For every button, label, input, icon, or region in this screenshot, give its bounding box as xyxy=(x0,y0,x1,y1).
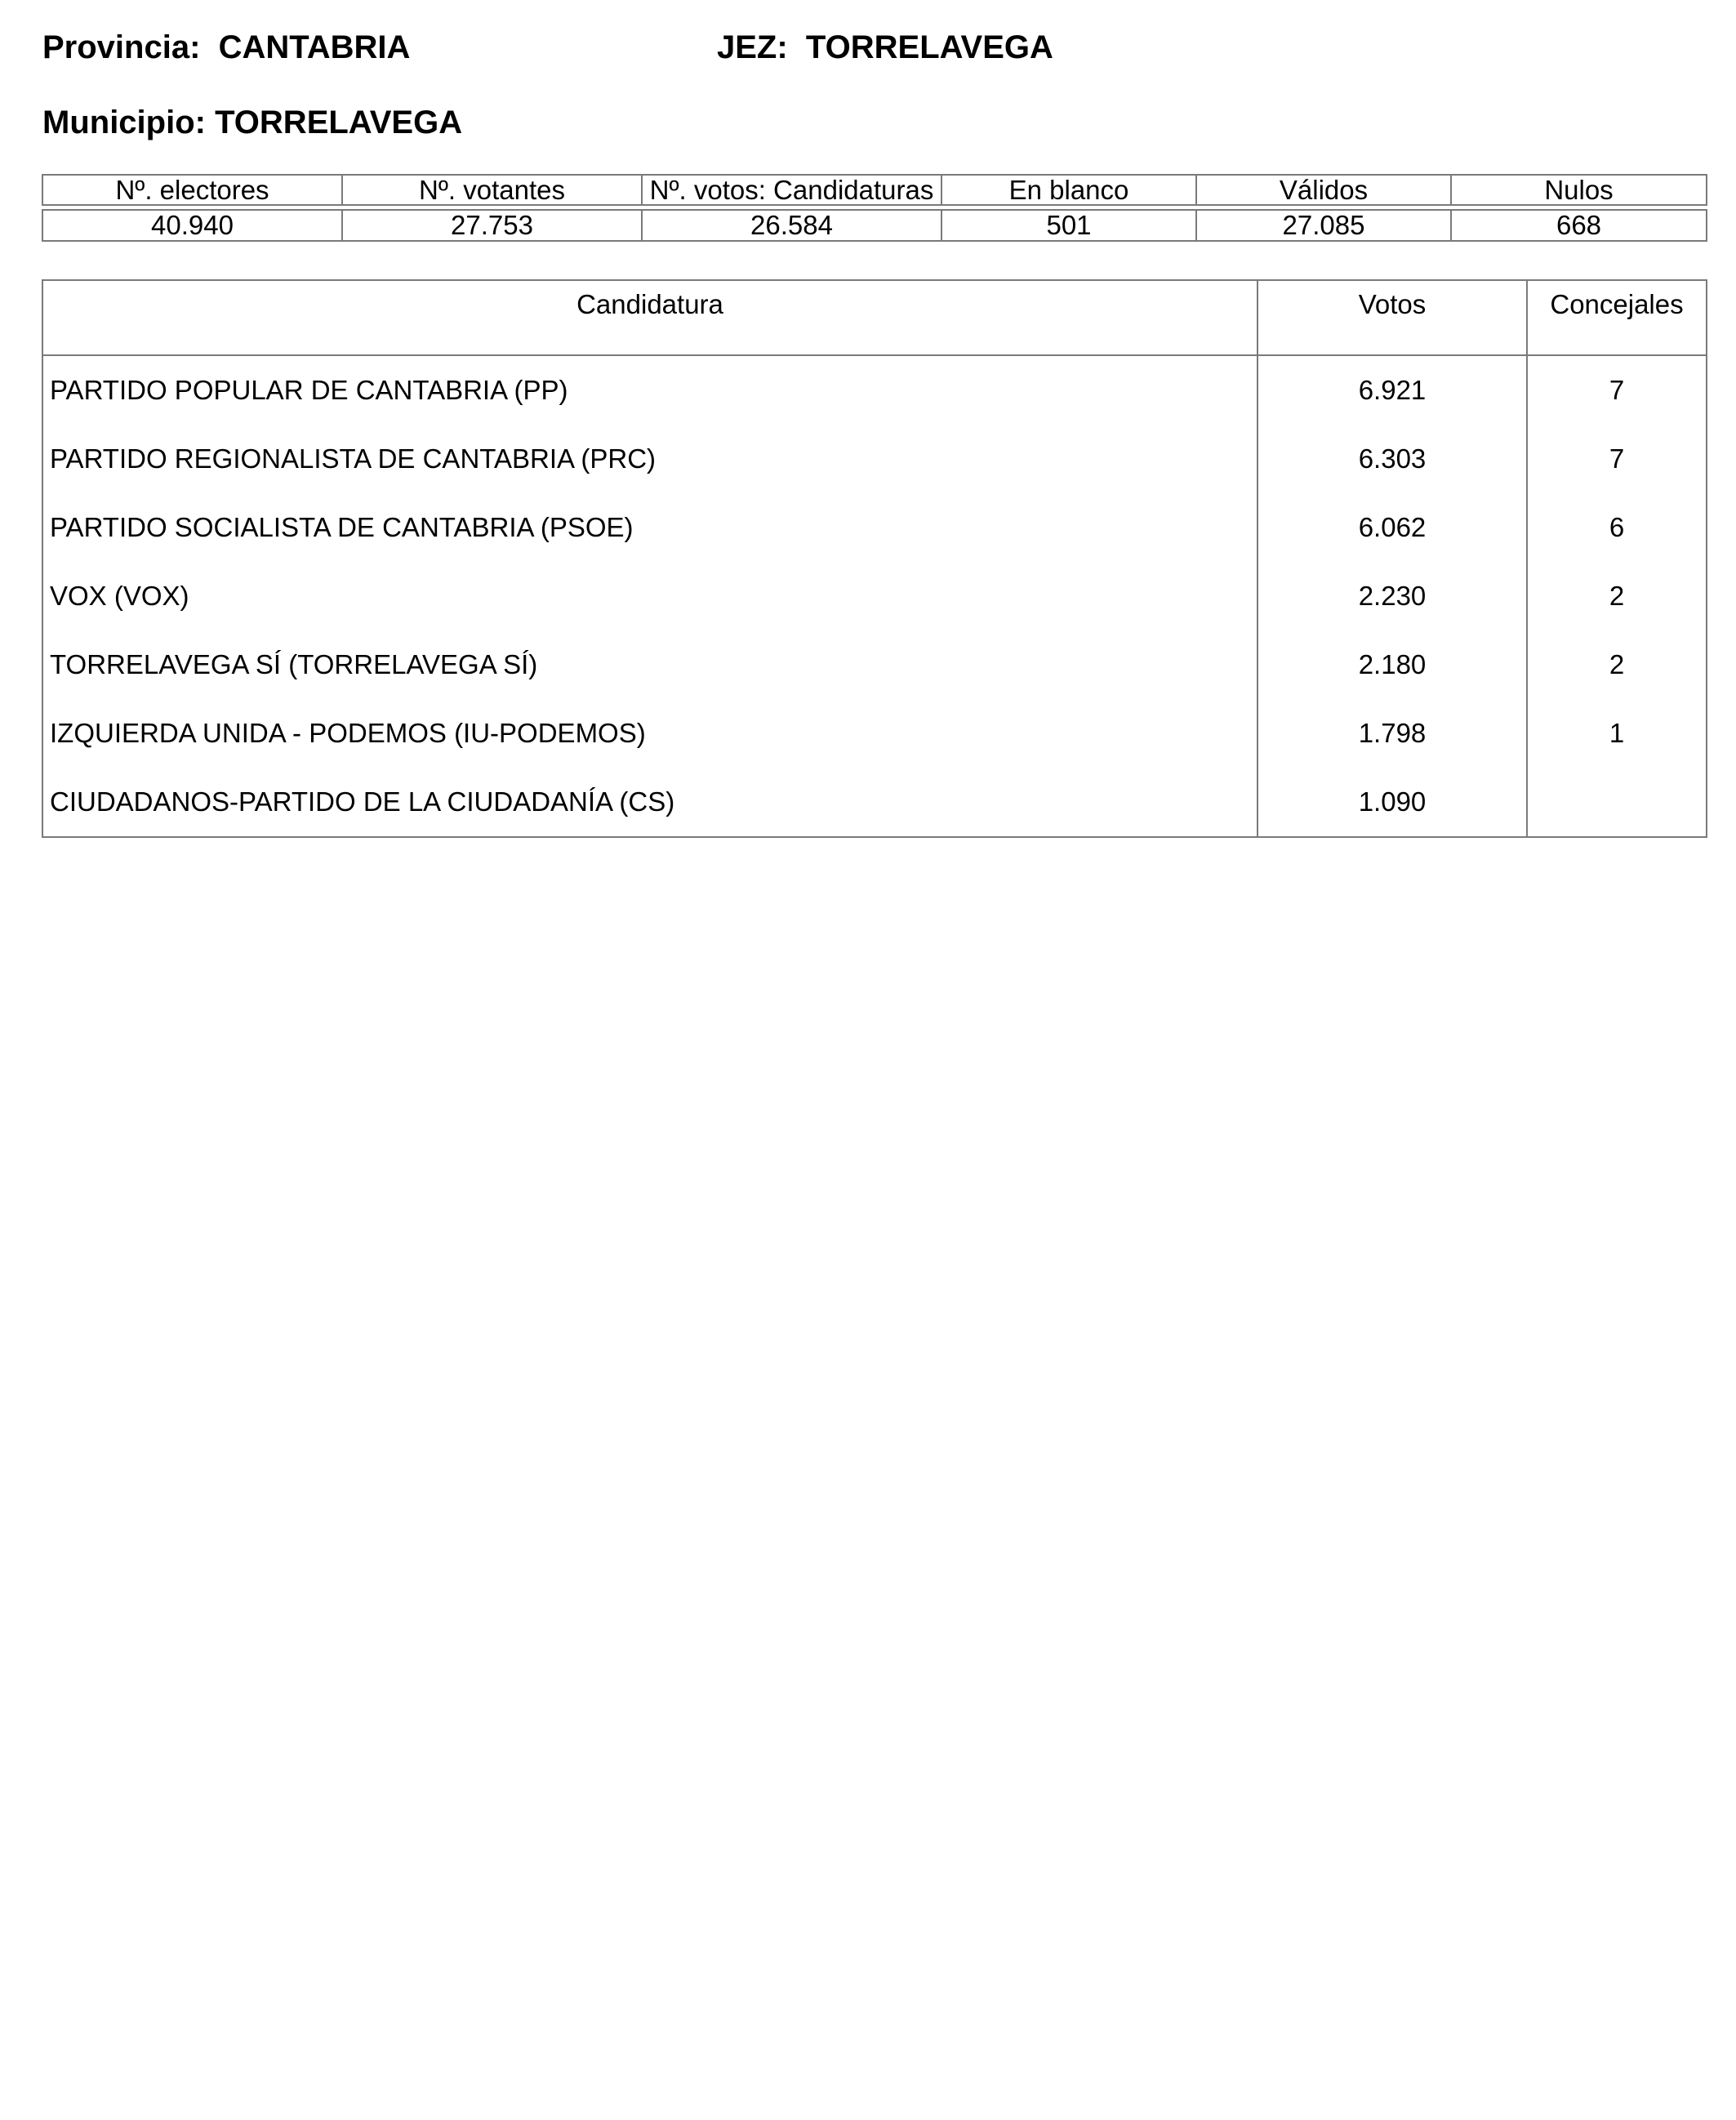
summary-values-row xyxy=(42,210,1707,241)
summary-header-votos-candidaturas: Nº. votos: Candidaturas xyxy=(642,175,941,205)
votos-cell: 6.303 xyxy=(1257,425,1527,493)
votos-cell: 2.180 xyxy=(1257,630,1527,699)
provincia-label: Provincia: xyxy=(42,29,201,65)
concejales-cell: 2 xyxy=(1527,630,1707,699)
summary-value-votantes: 27.753 xyxy=(342,210,642,241)
concejales-cell: 7 xyxy=(1527,355,1707,425)
header-votos: Votos xyxy=(1257,280,1527,355)
municipio-heading xyxy=(42,103,462,142)
table-row xyxy=(42,355,1707,425)
table-row xyxy=(42,493,1707,562)
summary-value-en-blanco: 501 xyxy=(941,210,1196,241)
table-row xyxy=(42,768,1707,837)
concejales-cell: 6 xyxy=(1527,493,1707,562)
table-row xyxy=(42,630,1707,699)
results-header-row xyxy=(42,280,1707,355)
candidatura-cell: PARTIDO REGIONALISTA DE CANTABRIA (PRC) xyxy=(42,425,1257,493)
results-table xyxy=(42,279,1707,838)
candidatura-cell: CIUDADANOS-PARTIDO DE LA CIUDADANÍA (CS) xyxy=(42,768,1257,837)
concejales-cell: 1 xyxy=(1527,699,1707,768)
candidatura-cell: PARTIDO SOCIALISTA DE CANTABRIA (PSOE) xyxy=(42,493,1257,562)
header-concejales: Concejales xyxy=(1527,280,1707,355)
votos-cell: 6.062 xyxy=(1257,493,1527,562)
table-row xyxy=(42,562,1707,630)
summary-value-nulos: 668 xyxy=(1451,210,1707,241)
provincia-heading xyxy=(42,28,410,67)
votos-cell: 1.798 xyxy=(1257,699,1527,768)
provincia-value: CANTABRIA xyxy=(218,29,411,65)
votos-cell: 1.090 xyxy=(1257,768,1527,837)
jez-heading xyxy=(717,28,1053,67)
summary-header-electores: Nº. electores xyxy=(42,175,342,205)
candidatura-cell: VOX (VOX) xyxy=(42,562,1257,630)
candidatura-cell: IZQUIERDA UNIDA - PODEMOS (IU-PODEMOS) xyxy=(42,699,1257,768)
municipio-label: Municipio: xyxy=(42,105,206,140)
municipio-value: TORRELAVEGA xyxy=(215,105,463,140)
summary-header-en-blanco: En blanco xyxy=(941,175,1196,205)
summary-table xyxy=(42,174,1707,242)
summary-value-validos: 27.085 xyxy=(1196,210,1451,241)
jez-value: TORRELAVEGA xyxy=(805,29,1053,65)
summary-header-validos: Válidos xyxy=(1196,175,1451,205)
candidatura-cell: TORRELAVEGA SÍ (TORRELAVEGA SÍ) xyxy=(42,630,1257,699)
summary-header-row xyxy=(42,175,1707,205)
summary-value-electores: 40.940 xyxy=(42,210,342,241)
summary-value-votos-candidaturas: 26.584 xyxy=(642,210,941,241)
header-candidatura: Candidatura xyxy=(42,280,1257,355)
concejales-cell: 2 xyxy=(1527,562,1707,630)
table-row xyxy=(42,425,1707,493)
candidatura-cell: PARTIDO POPULAR DE CANTABRIA (PP) xyxy=(42,355,1257,425)
summary-header-nulos: Nulos xyxy=(1451,175,1707,205)
concejales-cell: 7 xyxy=(1527,425,1707,493)
votos-cell: 6.921 xyxy=(1257,355,1527,425)
jez-label: JEZ: xyxy=(717,29,788,65)
concejales-cell xyxy=(1527,768,1707,837)
votos-cell: 2.230 xyxy=(1257,562,1527,630)
summary-header-votantes: Nº. votantes xyxy=(342,175,642,205)
table-row xyxy=(42,699,1707,768)
